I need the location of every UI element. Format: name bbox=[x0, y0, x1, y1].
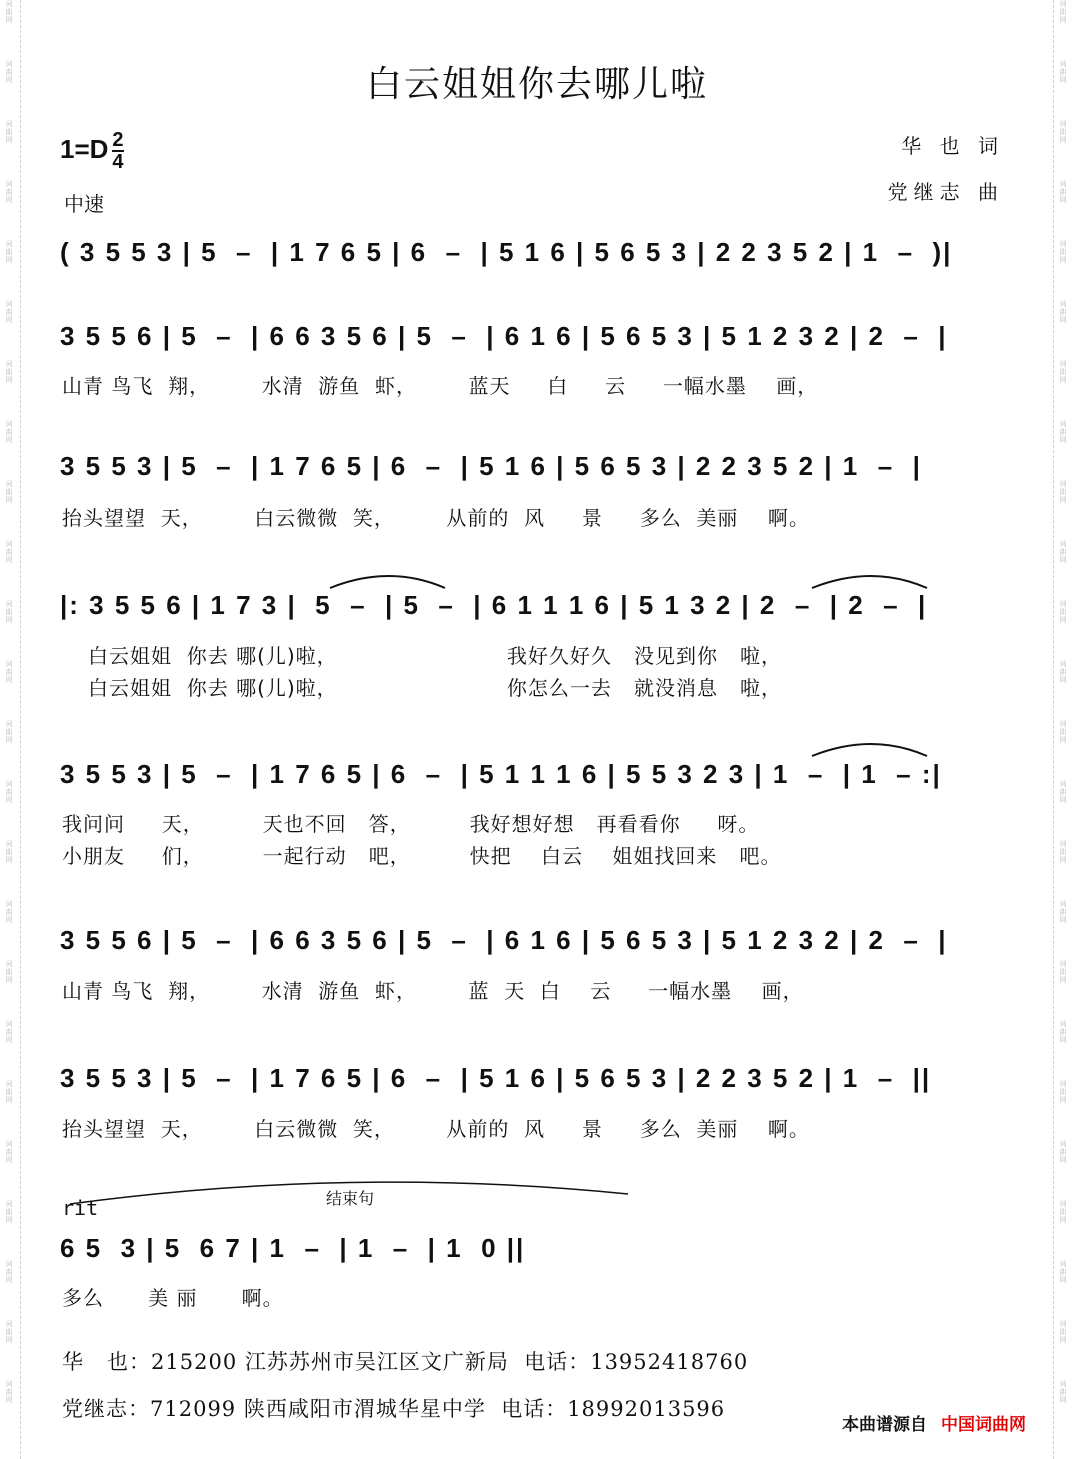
lyric-line: 白云姐姐 你去 哪(儿)啦， 我好久好久 没见到你 啦， bbox=[88, 644, 783, 668]
lyric-line: 山青 鸟飞 翔， 水清 游鱼 虾， 蓝 天 白 云 一幅水墨 画， bbox=[62, 979, 804, 1003]
notation-line: ( 3 5 5 3 | 5 – | 1 7 6 5 | 6 – | 5 1 6 | 5 6 5 3 | 2 2 3 5 2 | 1 – )| bbox=[60, 237, 953, 267]
lyric-line: 多么 美 丽 啊。 bbox=[62, 1286, 284, 1310]
key-label: 1=D bbox=[60, 133, 109, 164]
tempo-marking: 中速 bbox=[64, 192, 104, 216]
contact-line-lyricist: 华 也：215200 江苏苏州市吴江区文广新局 电话：13952418760 bbox=[62, 1350, 749, 1374]
watermark-text: 词 曲 网 bbox=[1059, 480, 1067, 504]
watermark-text: 词 曲 网 bbox=[5, 120, 13, 144]
composer-credit: 党继志 曲 bbox=[887, 180, 1004, 204]
watermark-text: 词 曲 网 bbox=[1059, 1380, 1067, 1404]
lyric-line: 白云姐姐 你去 哪(儿)啦， 你怎么一去 就没消息 啦， bbox=[88, 676, 783, 700]
watermark-text: 词 曲 网 bbox=[1059, 960, 1067, 984]
watermark-text: 词 曲 网 bbox=[1059, 840, 1067, 864]
watermark-text: 词 曲 网 bbox=[1059, 600, 1067, 624]
watermark-text: 词 曲 网 bbox=[1059, 180, 1067, 204]
watermark-text: 词 曲 网 bbox=[5, 720, 13, 744]
score-row-6 bbox=[60, 922, 1030, 962]
notation-line: 3 5 5 6 | 5 – | 6 6 3 5 6 | 5 – | 6 1 6 | 5 6 5 3 | 5 1 2 3 2 | 2 – | bbox=[60, 925, 948, 955]
watermark-text: 词 曲 网 bbox=[1059, 1080, 1067, 1104]
watermark-text: 词 曲 网 bbox=[5, 1320, 13, 1344]
key-signature bbox=[60, 130, 124, 172]
score-row-5 bbox=[60, 756, 1030, 796]
score-row-2 bbox=[60, 318, 1030, 358]
source-label: 本曲谱源自 bbox=[842, 1415, 927, 1435]
watermark-text: 词 曲 网 bbox=[1059, 720, 1067, 744]
score-row-7 bbox=[60, 1060, 1030, 1100]
watermark-text: 词 曲 网 bbox=[1059, 660, 1067, 684]
watermark-text: 词 曲 网 bbox=[5, 960, 13, 984]
watermark-text: 词 曲 网 bbox=[5, 240, 13, 264]
watermark-text: 词 曲 网 bbox=[5, 360, 13, 384]
watermark-text: 词 曲 网 bbox=[5, 60, 13, 84]
notation-line: |: 3 5 5 6 | 1 7 3 | 5 – | 5 – | 6 1 1 1 6 | 5 1 3 2 | 2 – | 2 – | bbox=[60, 590, 928, 620]
tie-mark bbox=[330, 570, 450, 590]
watermark-text: 词 曲 网 bbox=[1059, 900, 1067, 924]
watermark-text: 词 曲 网 bbox=[1059, 1260, 1067, 1284]
watermark-text: 词 曲 网 bbox=[1059, 240, 1067, 264]
ritardando-mark: rit bbox=[62, 1196, 99, 1220]
score-row-4 bbox=[60, 587, 1030, 627]
watermark-text: 词 曲 网 bbox=[1059, 1320, 1067, 1344]
lyric-line: 小朋友 们， 一起行动 吧， 快把 白云 姐姐找回来 吧。 bbox=[62, 844, 782, 868]
song-title: 白云姐姐你去哪儿啦 bbox=[365, 64, 708, 105]
lyric-line: 山青 鸟飞 翔， 水清 游鱼 虾， 蓝天 白 云 一幅水墨 画， bbox=[62, 374, 819, 398]
watermark-text: 词 曲 网 bbox=[5, 1380, 13, 1404]
left-margin-watermark bbox=[0, 0, 21, 1459]
notation-line: 3 5 5 3 | 5 – | 1 7 6 5 | 6 – | 5 1 1 1 6 | 5 5 3 2 3 | 1 – | 1 – :| bbox=[60, 759, 942, 789]
watermark-text: 词 曲 网 bbox=[5, 660, 13, 684]
watermark-text: 词 曲 网 bbox=[5, 780, 13, 804]
lyric-line: 抬头望望 天， 白云微微 笑， 从前的 风 景 多么 美丽 啊。 bbox=[62, 506, 810, 530]
watermark-text: 词 曲 网 bbox=[5, 540, 13, 564]
watermark-text: 词 曲 网 bbox=[1059, 780, 1067, 804]
watermark-text: 词 曲 网 bbox=[5, 1020, 13, 1044]
lyric-line: 我问问 天， 天也不回 答， 我好想好想 再看看你 呀。 bbox=[62, 812, 760, 836]
watermark-text: 词 曲 网 bbox=[5, 1080, 13, 1104]
watermark-text: 词 曲 网 bbox=[5, 1140, 13, 1164]
tie-mark bbox=[812, 570, 932, 590]
tie-mark bbox=[812, 738, 932, 758]
watermark-text: 词 曲 网 bbox=[1059, 60, 1067, 84]
lyric-line: 抬头望望 天， 白云微微 笑， 从前的 风 景 多么 美丽 啊。 bbox=[62, 1117, 810, 1141]
lyricist-credit: 华 也 词 bbox=[901, 134, 1004, 158]
watermark-text: 词 曲 网 bbox=[1059, 360, 1067, 384]
watermark-text: 词 曲 网 bbox=[1059, 1140, 1067, 1164]
score-row-3 bbox=[60, 448, 1030, 488]
watermark-text: 词 曲 网 bbox=[1059, 300, 1067, 324]
watermark-text: 词 曲 网 bbox=[5, 0, 13, 24]
watermark-text: 词 曲 网 bbox=[5, 480, 13, 504]
watermark-text: 词 曲 网 bbox=[1059, 540, 1067, 564]
ending-label: 结束句 bbox=[326, 1189, 375, 1208]
watermark-text: 词 曲 网 bbox=[1059, 1020, 1067, 1044]
watermark-text: 词 曲 网 bbox=[1059, 420, 1067, 444]
score-row-8 bbox=[60, 1230, 1030, 1270]
notation-line: 3 5 5 3 | 5 – | 1 7 6 5 | 6 – | 5 1 6 | 5 6 5 3 | 2 2 3 5 2 | 1 – | bbox=[60, 451, 922, 481]
source-credit bbox=[842, 1410, 1026, 1435]
notation-line: 3 5 5 6 | 5 – | 6 6 3 5 6 | 5 – | 6 1 6 | 5 6 5 3 | 5 1 2 3 2 | 2 – | bbox=[60, 321, 948, 351]
contact-line-composer: 党继志：712099 陕西咸阳市渭城华星中学 电话：18992013596 bbox=[62, 1397, 726, 1421]
watermark-text: 词 曲 网 bbox=[5, 840, 13, 864]
watermark-text: 词 曲 网 bbox=[5, 900, 13, 924]
watermark-text: 词 曲 网 bbox=[1059, 120, 1067, 144]
time-top: 2 bbox=[112, 129, 124, 151]
watermark-text: 词 曲 网 bbox=[5, 300, 13, 324]
watermark-text: 词 曲 网 bbox=[1059, 1200, 1067, 1224]
watermark-text: 词 曲 网 bbox=[5, 420, 13, 444]
time-bottom: 4 bbox=[112, 151, 124, 173]
watermark-text: 词 曲 网 bbox=[5, 180, 13, 204]
notation-line: 3 5 5 3 | 5 – | 1 7 6 5 | 6 – | 5 1 6 | 5 6 5 3 | 2 2 3 5 2 | 1 – || bbox=[60, 1063, 932, 1093]
watermark-text: 词 曲 网 bbox=[5, 1260, 13, 1284]
time-signature bbox=[112, 130, 123, 172]
source-site-link[interactable]: 中国词曲网 bbox=[941, 1415, 1026, 1435]
watermark-text: 词 曲 网 bbox=[5, 600, 13, 624]
notation-line: 6 5 3 | 5 6 7 | 1 – | 1 – | 1 0 || bbox=[60, 1233, 526, 1263]
watermark-text: 词 曲 网 bbox=[5, 1200, 13, 1224]
watermark-text: 词 曲 网 bbox=[1059, 0, 1067, 24]
right-margin-watermark bbox=[1053, 0, 1074, 1459]
score-row-1 bbox=[60, 234, 1030, 274]
